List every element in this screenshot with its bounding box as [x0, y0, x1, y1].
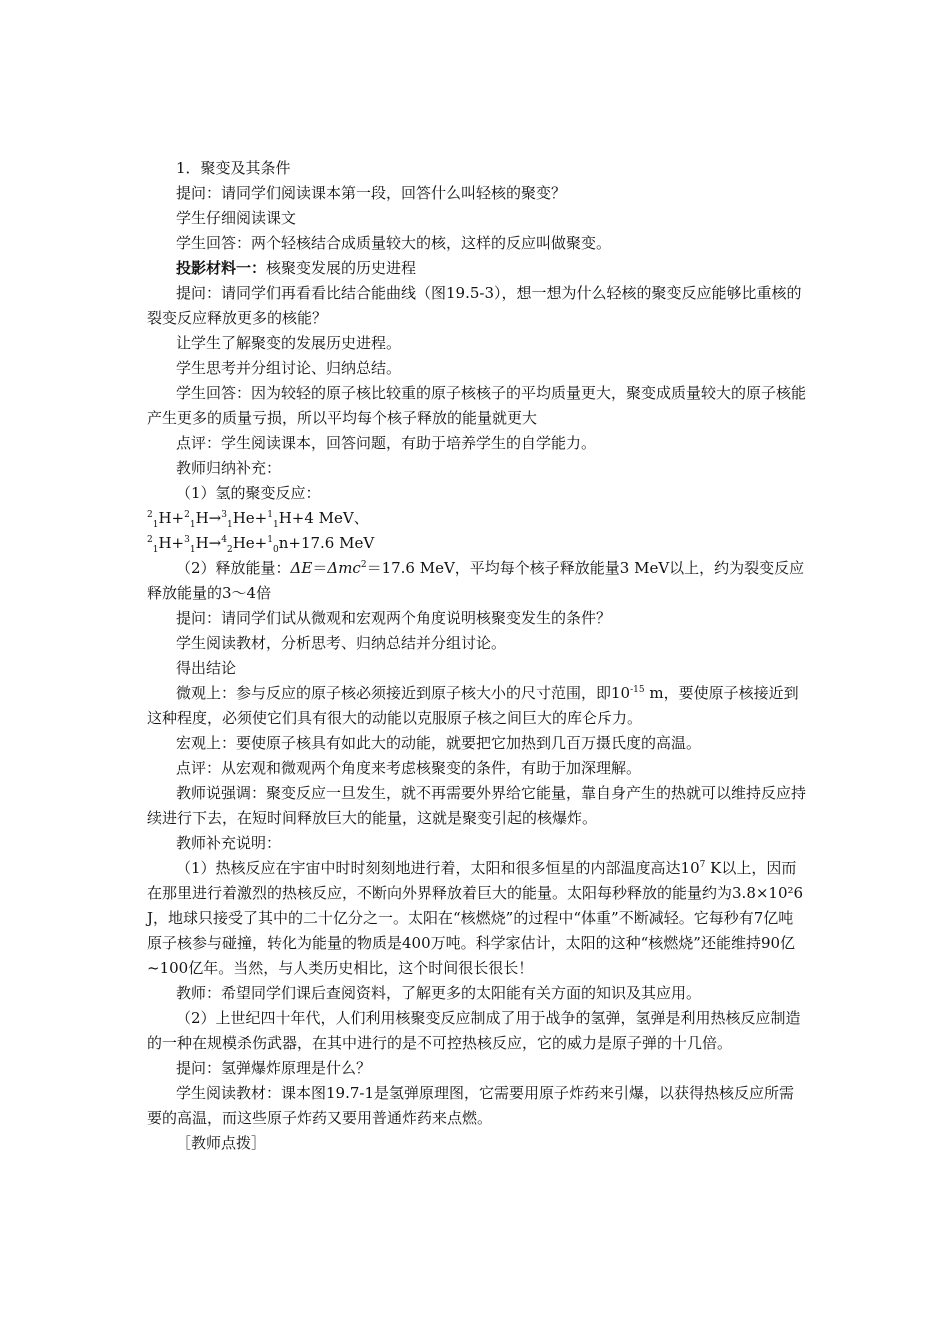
question-3: 提问：请同学们试从微观和宏观两个角度说明核聚变发生的条件？ [176, 609, 612, 627]
projection-label: 投影材料一： [176, 259, 267, 277]
teacher-emphasis: 教师说强调：聚变反应一旦发生，就不再需要外界给它能量，靠自身产生的热就可以维持反应持续进行下去，在短时间释放巨大的能量，这就是聚变引起的核爆炸。 [147, 784, 807, 827]
paragraph: 学生阅读教材，分析思考、归纳总结并分组讨论。 [176, 634, 507, 652]
equation-2: $^2_1$H+$^3_1$H→$^4_2$He+$^1_0$n+17.6 MeV [147, 534, 375, 555]
document-body [147, 156, 807, 1156]
answer-1: 学生回答：两个轻核结合成质量较大的核，这样的反应叫做聚变。 [176, 234, 612, 252]
sun-fusion-paragraph: （1）热核反应在宇宙中时时刻刻地进行着，太阳和很多恒星的内部温度高达$10^7$ K以上，因而在那里进行着激烈的热核反应，不断向外界释放着巨大的能量。太阳每秒释放的能量约为3.8×10²6 J，地球只接受了其中的二十亿分之一。太阳在“核燃烧”的过程中“体重”不断减轻。它每秒有7亿吨原子核参与碰撞，转化为能量的物质是400万吨。科学家估计，太阳的这种“核燃烧”还能维持90亿~100亿年。当然，与人类历史相比，这个时间很长很长！ [147, 859, 804, 977]
projection-material [147, 256, 807, 281]
comment-2: 点评：从宏观和微观两个角度来考虑核聚变的条件，有助于加深理解。 [176, 759, 642, 777]
projection-text: 核聚变发展的历史进程 [266, 259, 417, 277]
paragraph: 让学生了解聚变的发展历史进程。 [176, 334, 402, 352]
equation-1: $^2_1$H+$^2_1$H→$^3_1$He+$^1_1$H+4 MeV、 [147, 509, 369, 530]
micro-condition: 微观上：参与反应的原子核必须接近到原子核大小的尺寸范围，即$10^{-15}$ m，要使原子核接近到这种程度，必须使它们具有很大的动能以克服原子核之间巨大的库仑斥力。 [147, 684, 799, 727]
teacher-remark: 教师：希望同学们课后查阅资料，了解更多的太阳能有关方面的知识及其应用。 [176, 984, 702, 1002]
section-title: 1．聚变及其条件 [176, 159, 291, 177]
question-1: 提问：请同学们阅读课本第一段，回答什么叫轻核的聚变？ [176, 184, 567, 202]
paragraph: 得出结论 [176, 659, 237, 677]
energy-release: （2）释放能量：ΔE＝Δmc$^2$＝17.6 MeV，平均每个核子释放能量3 MeV以上，约为裂变反应释放能量的3～4倍 [147, 559, 805, 602]
hydrogen-bomb-paragraph: （2）上世纪四十年代，人们利用核聚变反应制成了用于战争的氢弹，氢弹是利用热核反应制造的一种在规模杀伤武器，在其中进行的是不可控热核反应，它的威力是原子弹的十几倍。 [147, 1009, 801, 1052]
teacher-guidance: ［教师点拨］ [176, 1134, 267, 1152]
teacher-note: 教师补充说明： [176, 834, 282, 852]
macro-condition: 宏观上：要使原子核具有如此大的动能，就要把它加热到几百万摄氏度的高温。 [176, 734, 702, 752]
teacher-summary: 教师归纳补充： [176, 459, 282, 477]
question-4: 提问：氢弹爆炸原理是什么？ [176, 1059, 372, 1077]
answer-3: 学生阅读教材：课本图19.7-1是氢弹原理图，它需要用原子炸药来引爆，以获得热核反应所需要的高温，而这些原子炸药又要用普通炸药来点燃。 [147, 1084, 795, 1127]
hydrogen-fusion-heading: （1）氢的聚变反应： [176, 484, 321, 502]
question-2: 提问：请同学们再看看比结合能曲线（图19.5-3），想一想为什么轻核的聚变反应能够比重核的裂变反应释放更多的核能？ [147, 284, 802, 327]
answer-2: 学生回答：因为较轻的原子核比较重的原子核核子的平均质量更大，聚变成质量较大的原子核能产生更多的质量亏损，所以平均每个核子释放的能量就更大 [147, 384, 807, 427]
paragraph: 学生思考并分组讨论、归纳总结。 [176, 359, 402, 377]
comment-1: 点评：学生阅读课本，回答问题，有助于培养学生的自学能力。 [176, 434, 597, 452]
paragraph: 学生仔细阅读课文 [176, 209, 297, 227]
